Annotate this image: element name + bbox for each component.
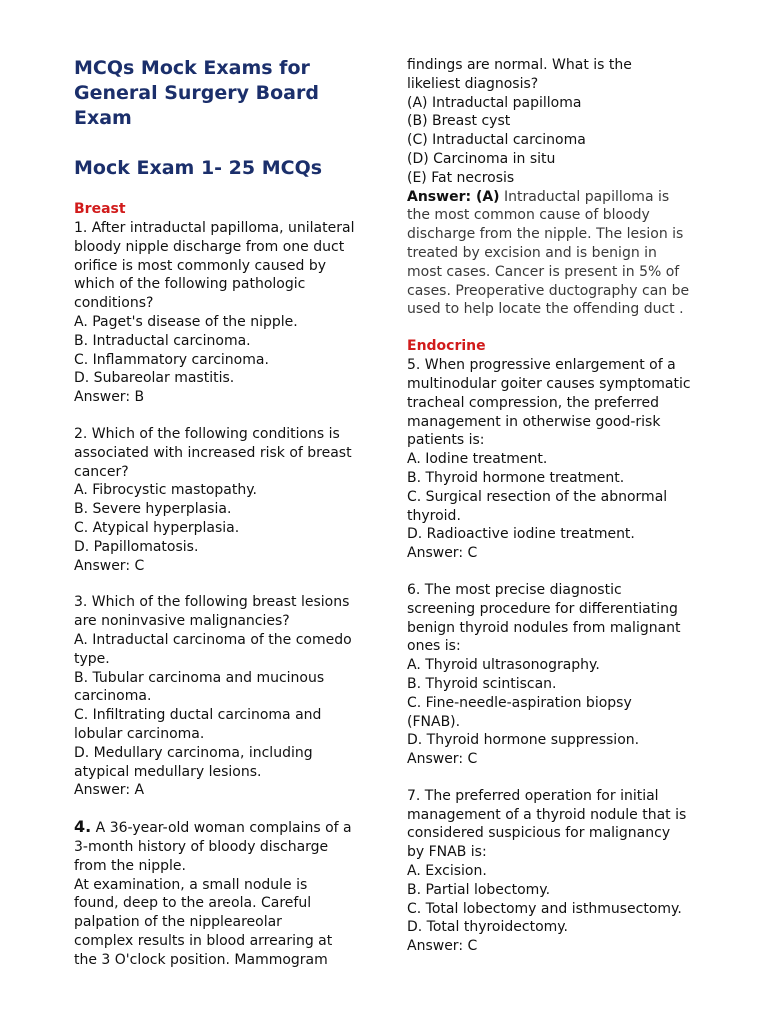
question-4-part-2: findings are normal. What is the likeliest diagnosis? (A) Intraductal papilloma (B) Breast cyst (C) Intraductal carcinoma (D) Carcinoma in situ (E) Fat necrosis — [407, 57, 632, 186]
section-heading-breast: Breast — [74, 201, 126, 217]
document-title: MCQs Mock Exams for General Surgery Board Exam — [74, 57, 319, 129]
question-4-number: 4. — [74, 817, 92, 837]
question-4-stem-start: A 36-year-old woman complains of a 3-month history of bloody discharge from the nipple. At examination, a small nodule is found, deep to the areola. Careful palpation of the nippleareolar complex results in blood arrearing at the 3 O'clock position. Mammogram — [74, 820, 352, 968]
question-7: 7. The preferred operation for initial management of a thyroid nodule that is considered suspicious for malignancy by FNAB is: A. Excision. B. Partial lobectomy. C. Total lobectomy and isthmusectomy. D. Total thyroidectomy. Answer: C — [407, 787, 687, 955]
mock-exam-title: Mock Exam 1- 25 MCQs — [74, 157, 323, 179]
question-4-answer — [407, 188, 727, 320]
question-4-part-1 — [74, 818, 384, 969]
answer-label: Answer: (A) — [407, 188, 500, 205]
question-5: 5. When progressive enlargement of a multinodular goiter causes symptomatic tracheal compression, the preferred management in otherwise good-risk patients is: A. Iodine treatment. B. Thyroid hormone treatment. C. Surgical resection of the abnormal thyroid. D. Radioactive iodine treatment. Answer: C — [407, 357, 691, 562]
question-1: 1. After intraductal papilloma, unilateral bloody nipple discharge from one duct orifice is most commonly caused by which of the following pathologic conditions? A. Paget's disease of the nipple. B. Intraductal carcinoma. C. Inflammatory carcinoma. D. Subareolar mastitis. Answer: B — [74, 220, 355, 406]
section-heading-endocrine: Endocrine — [407, 338, 486, 355]
answer-explanation: Intraductal papilloma is the most common cause of bloody discharge from the nipple. The lesion is treated by excision and is benign in most cases. Cancer is present in 5% of cases. Preoperative ductography can be used to help locate the offending duct . — [407, 188, 690, 318]
question-2: 2. Which of the following conditions is associated with increased risk of breast cancer? A. Fibrocystic mastopathy. B. Severe hyperplasia. C. Atypical hyperplasia. D. Papillomatosis. Answer: C — [74, 425, 352, 574]
question-3: 3. Which of the following breast lesions are noninvasive malignancies? A. Intraductal carcinoma of the comedo type. B. Tubular carcinoma and mucinous carcinoma. C. Infiltrating ductal carcinoma and lobular carcinoma. D. Medullary carcinoma, including atypical medullary lesions. Answer: A — [74, 594, 352, 799]
question-6: 6. The most precise diagnostic screening procedure for differentiating benign thyroid nodules from malignant ones is: A. Thyroid ultrasonography. B. Thyroid scintiscan. C. Fine-needle-aspiration biopsy (FNAB). D. Thyroid hormone suppression. Answer: C — [407, 581, 681, 768]
